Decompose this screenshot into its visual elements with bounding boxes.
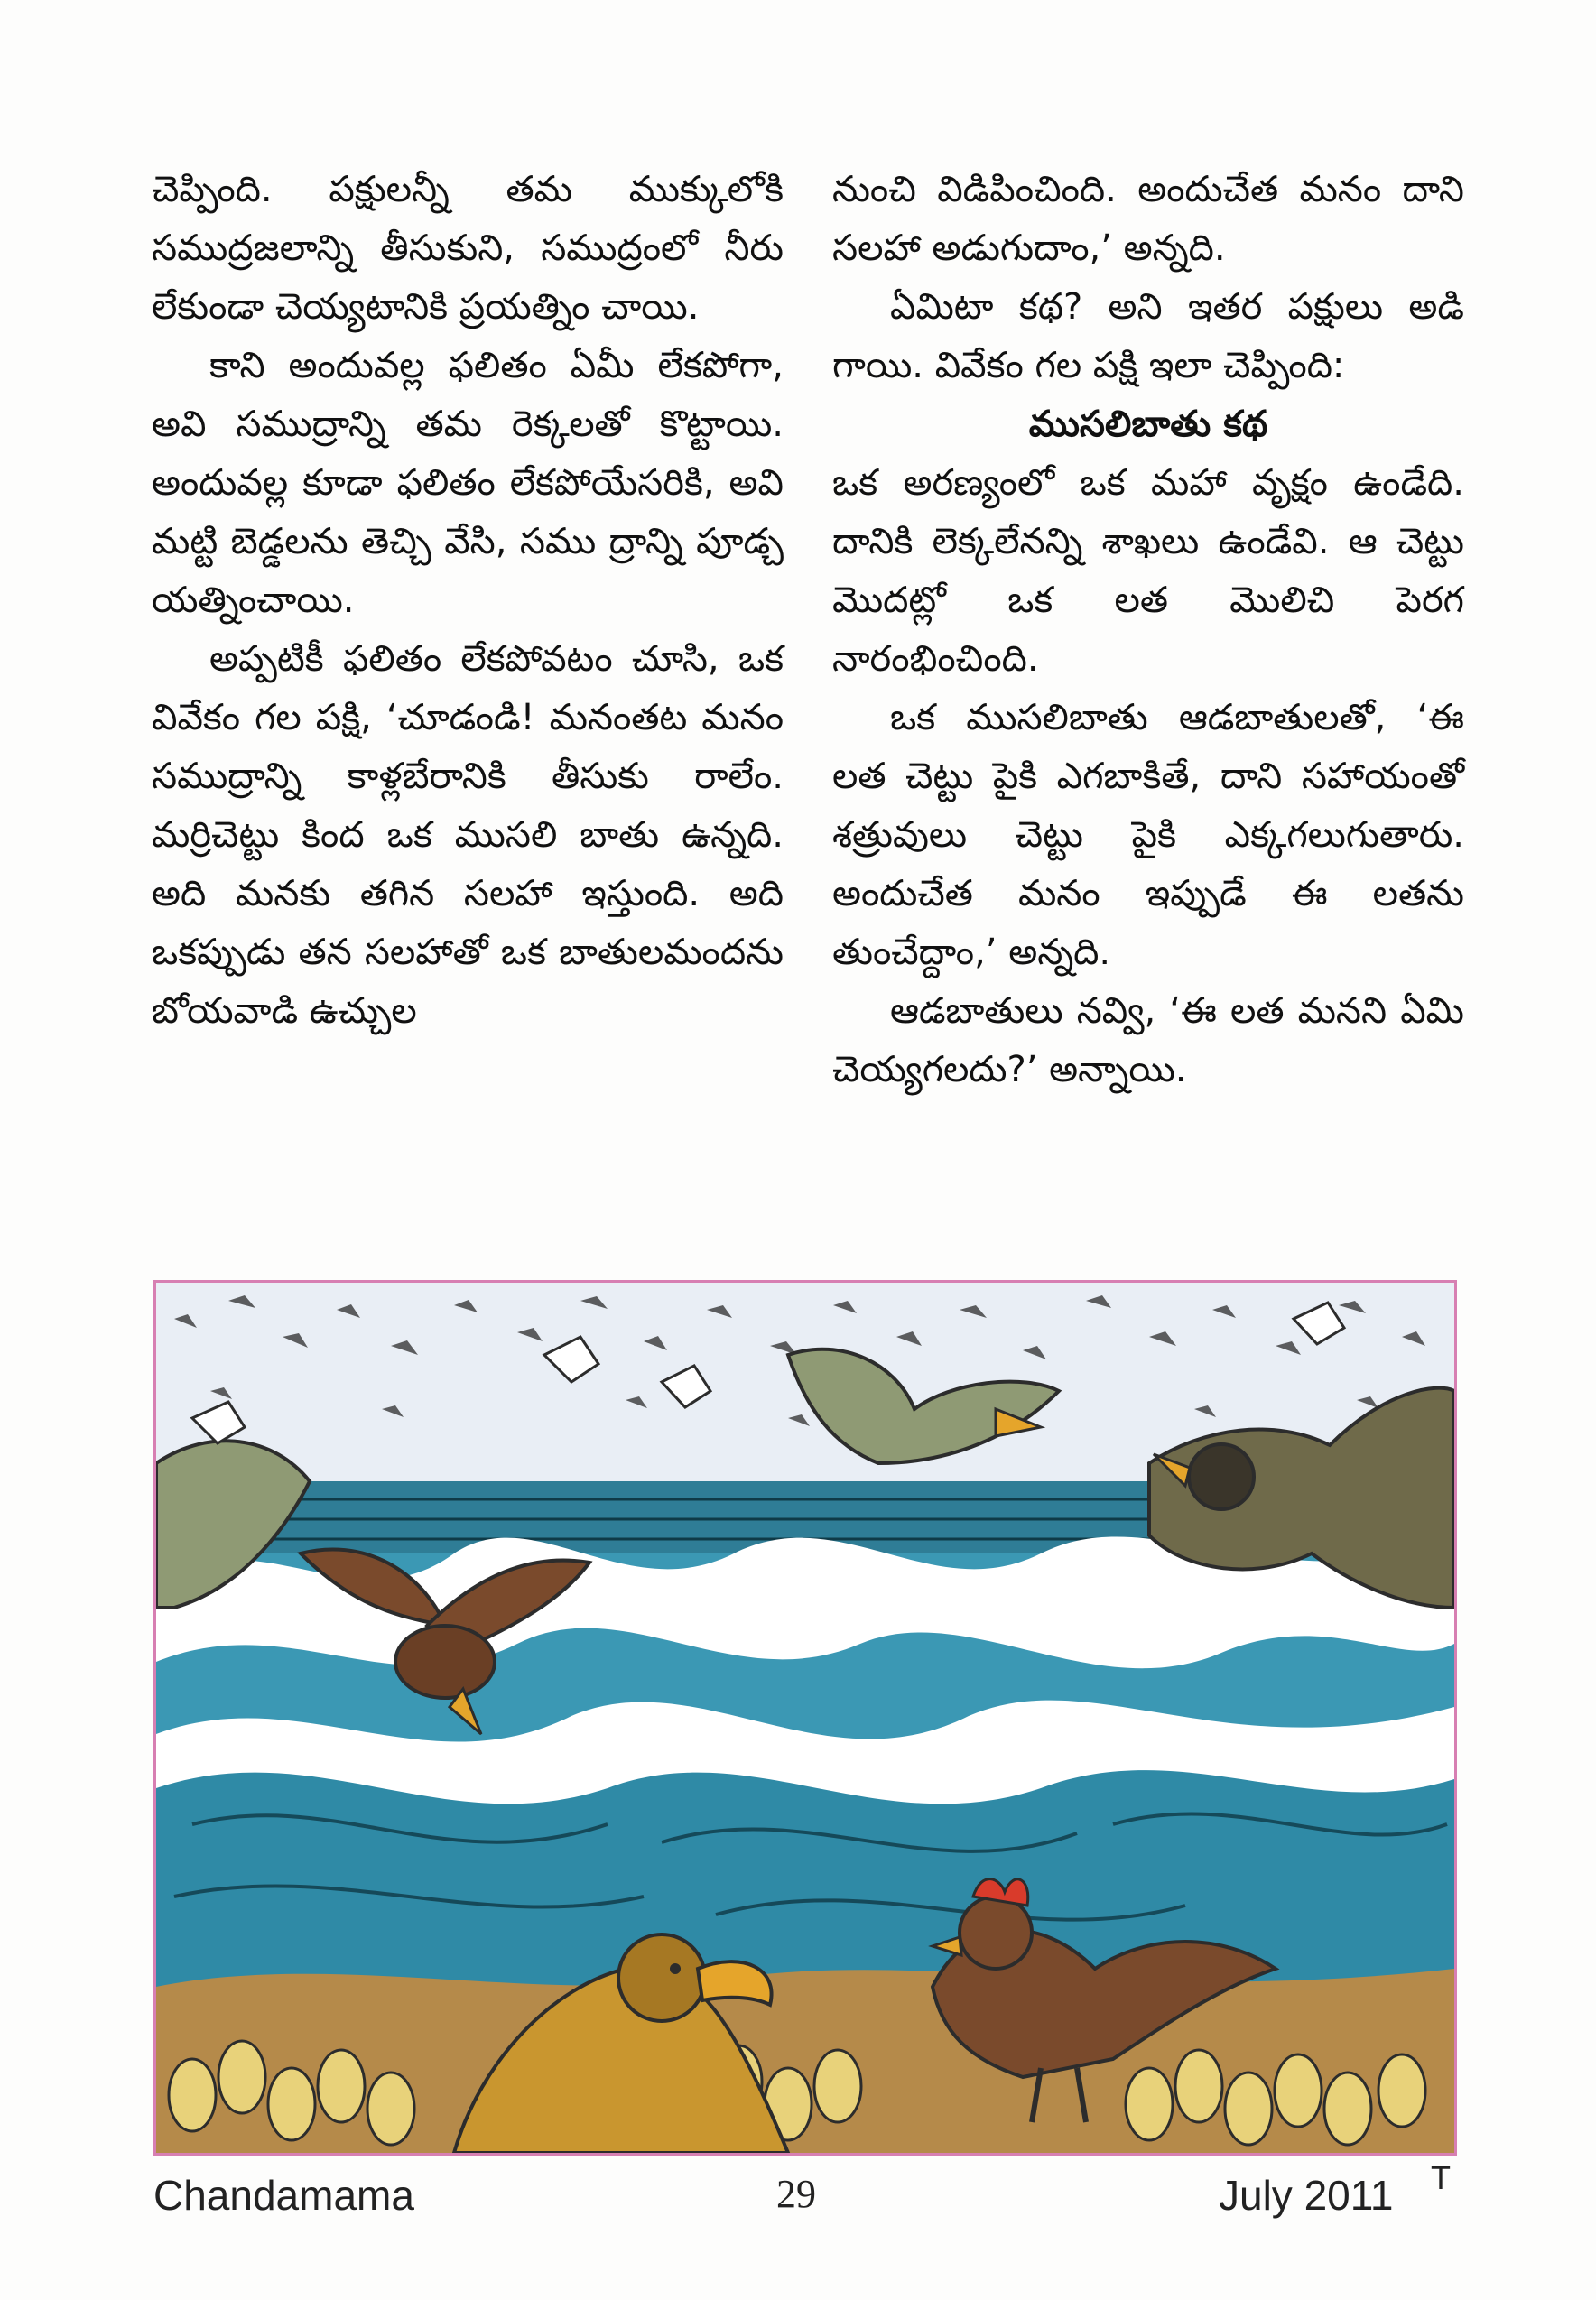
page-number: 29 <box>776 2172 816 2216</box>
paragraph: కాని అందువల్ల ఫలితం ఏమీ లేకపోగా, అవి సముద్రాన్ని తమ రెక్కలతో కొట్టాయి. అందువల్ల కూడా ఫలితం లేకపోయేసరికి, అవి మట్టి బెడ్డలను తెచ్చి వేసి, సము ద్రాన్ని పూడ్చ యత్నించాయి. <box>152 345 784 621</box>
issue-date: July 2011 <box>1219 2172 1394 2219</box>
left-column <box>152 161 784 1041</box>
paragraph: ఒక అరణ్యంలో ఒక మహా వృక్షం ఉండేది. దానికి లెక్కలేనన్ని శాఖలు ఉండేవి. ఆ చెట్టు మొదట్లో ఒక లత మొలిచి పెరగ నారంభించింది. <box>832 462 1464 680</box>
story-heading: ముసలిబాతు కథ <box>1028 403 1268 445</box>
magazine-name: Chandamama <box>153 2172 414 2219</box>
paragraph: ఆడబాతులు నవ్వి, ‘ఈ లత మనని ఏమి చెయ్యగలదు?’ అన్నాయి. <box>832 990 1464 1090</box>
paragraph: అప్పటికీ ఫలితం లేకపోవటం చూసి, ఒక వివేకం గల పక్షి, ‘చూడండి! మనంతట మనం సముద్రాన్ని కాళ్లబేరానికి తీసుకు రాలేం. మర్రిచెట్టు కింద ఒక ముసలి బాతు ఉన్నది. అది మనకు తగిన సలహా ఇస్తుంది. అది ఒకప్పుడు తన సలహాతో ఒక బాతులమందను బోయవాడి ఉచ్చుల <box>152 638 784 1032</box>
paragraph: ఏమిటా కథ? అని ఇతర పక్షులు అడి గాయి. వివేకం గల పక్షి ఇలా చెప్పింది: <box>832 286 1464 386</box>
paragraph: నుంచి విడిపించింది. అందుచేత మనం దాని సలహా అడుగుదాం,’ అన్నది. <box>832 169 1464 269</box>
footer-mark: T <box>1431 2159 1451 2196</box>
paragraph: ఒక ముసలిబాతు ఆడబాతులతో, ‘ఈ లత చెట్టు పైకి ఎగబాకితే, దాని సహాయంతో శత్రువులు చెట్టు పైకి ఎక్కగలుగుతారు. అందుచేత మనం ఇప్పుడే ఈ లతను తుంచేద్దాం,’ అన్నది. <box>832 697 1464 973</box>
story-illustration <box>153 1280 1457 2156</box>
right-column <box>832 161 1464 1099</box>
birds-attacking-sea-illustration <box>156 1283 1454 2153</box>
paragraph: చెప్పింది. పక్షులన్నీ తమ ముక్కులోకి సముద్రజలాన్ని తీసుకుని, సముద్రంలో నీరు లేకుండా చెయ్యటానికి ప్రయత్నిం చాయి. <box>152 169 784 328</box>
